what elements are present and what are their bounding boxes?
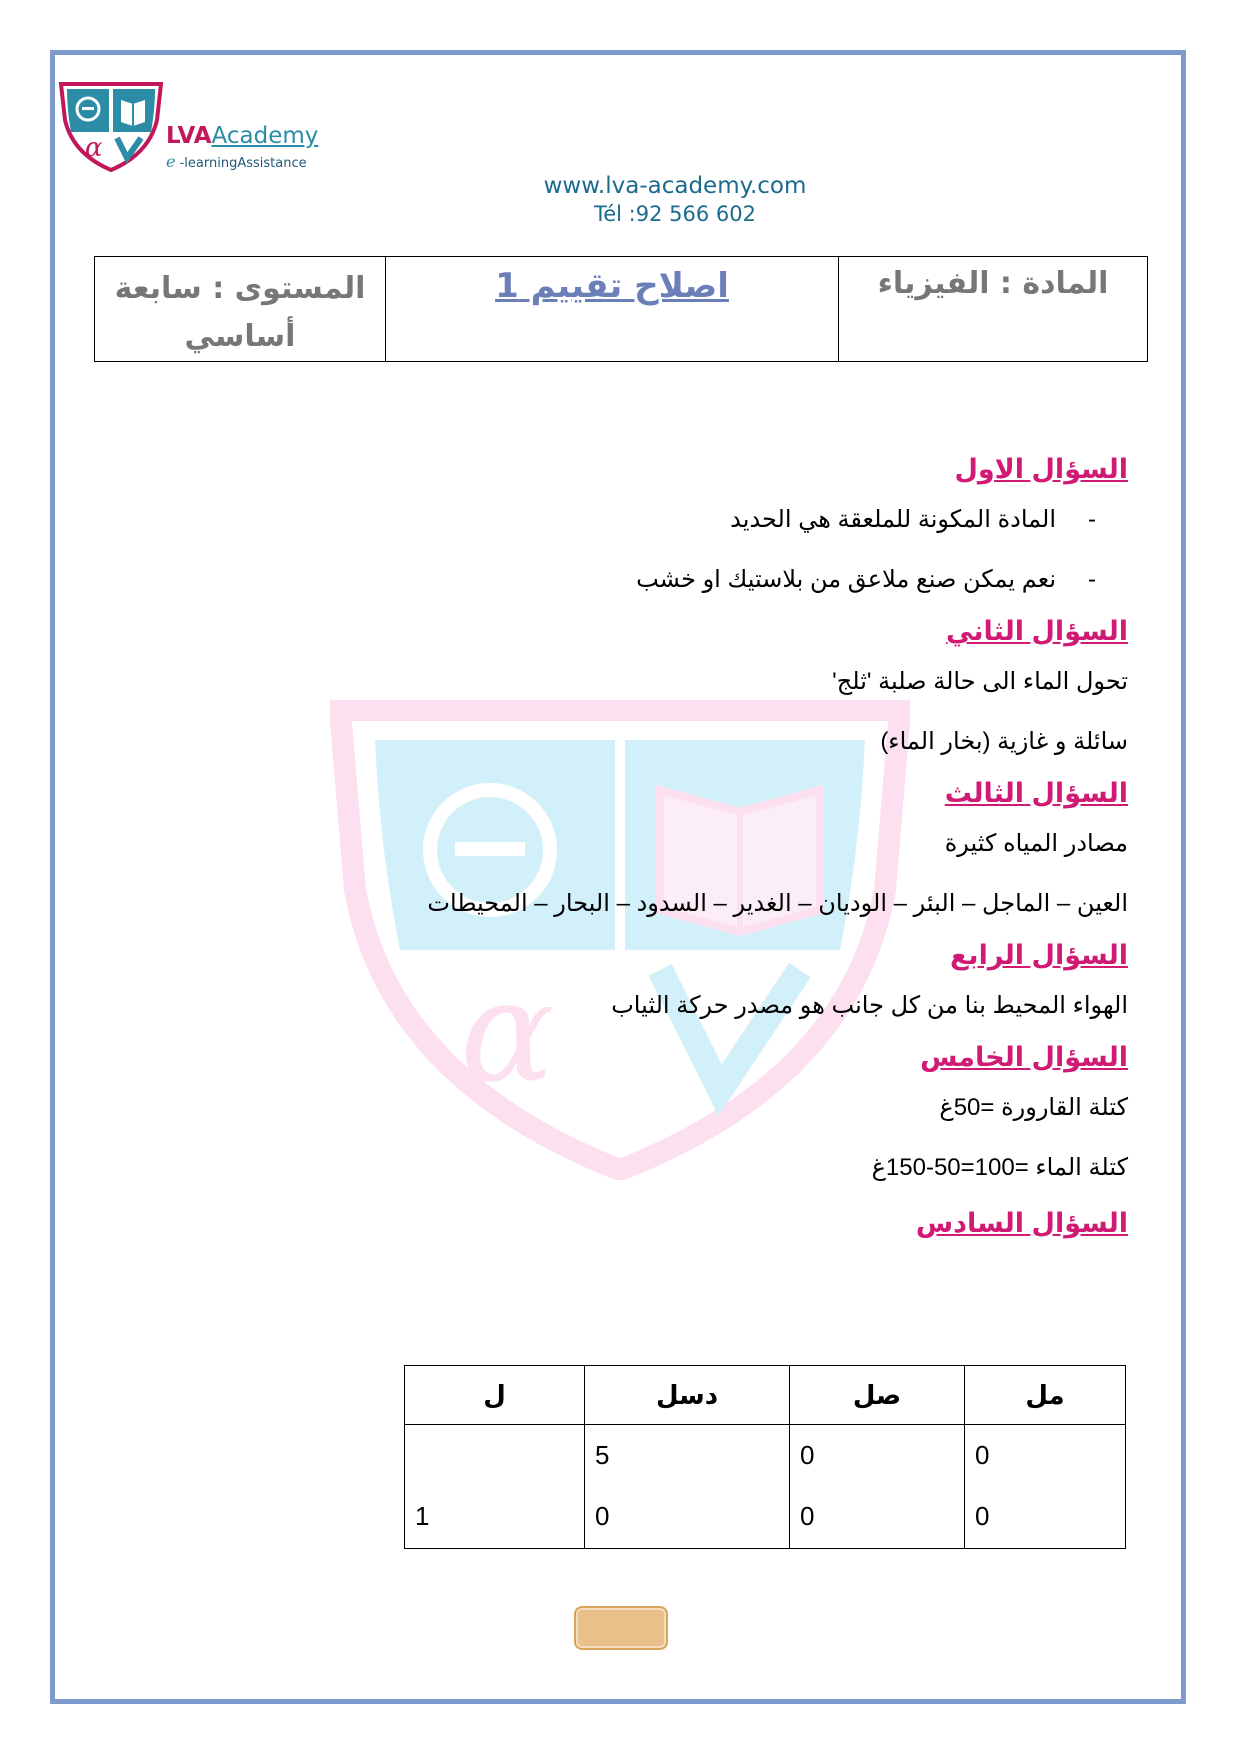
page-number-badge xyxy=(574,1606,668,1650)
subject-cell: المادة : الفيزياء xyxy=(839,257,1148,362)
answers-content xyxy=(228,448,1128,1244)
table-cell: 0 0 xyxy=(965,1425,1126,1549)
page-title: اصلاح تقييم 1 xyxy=(495,266,729,306)
states-table xyxy=(404,1365,1126,1549)
lva-academy-logo-icon xyxy=(57,80,165,172)
title-cell xyxy=(386,257,839,362)
level-text: المستوى : سابعة أساسي xyxy=(114,271,366,354)
svg-text:α: α xyxy=(85,133,103,163)
question-1-heading: السؤال الاول xyxy=(954,454,1128,484)
phone-number: Tél :92 566 602 xyxy=(593,202,756,226)
question-3-heading: السؤال الثالث xyxy=(944,778,1128,808)
answer-line: العين – الماجل – البئر – الوديان – الغدير – السدود – البحار – المحيطات xyxy=(427,890,1128,917)
svg-text:α: α xyxy=(460,951,555,1114)
table-header-cell: ل xyxy=(405,1366,585,1425)
answer-line: سائلة و غازية (بخار الماء) xyxy=(880,728,1128,755)
table-header-cell: صل xyxy=(790,1366,965,1425)
answer-line: مصادر المياه كثيرة xyxy=(944,830,1128,857)
table-header-row xyxy=(405,1366,1126,1425)
answer-line: كتلة الماء =100=50-150غ xyxy=(871,1154,1128,1181)
question-4-heading: السؤال الرابع xyxy=(949,940,1128,970)
table-cell: 1 xyxy=(405,1425,585,1549)
answer-line: -نعم يمكن صنع ملاعق من بلاستيك او خشب xyxy=(636,566,1096,593)
brand-block xyxy=(166,122,318,171)
table-cell: 0 0 xyxy=(790,1425,965,1549)
answer-line: تحول الماء الى حالة صلبة 'ثلج' xyxy=(832,668,1128,695)
contact-block xyxy=(420,172,930,228)
answer-line: -المادة المكونة للملعقة هي الحديد xyxy=(730,506,1096,533)
brand-name: LVAAcademy xyxy=(166,123,319,149)
brand-subtitle: e -learningAssistance xyxy=(166,152,307,171)
question-6-heading: السؤال السادس xyxy=(915,1208,1128,1238)
level-cell xyxy=(95,257,386,362)
header-table xyxy=(94,256,1148,362)
table-row xyxy=(405,1425,1126,1549)
website-link[interactable]: www.lva-academy.com xyxy=(543,173,807,199)
answer-line: الهواء المحيط بنا من كل جانب هو مصدر حركة الثياب xyxy=(611,992,1128,1019)
question-5-heading: السؤال الخامس xyxy=(920,1042,1128,1072)
table-header-cell: دسل xyxy=(585,1366,790,1425)
question-2-heading: السؤال الثاني xyxy=(946,616,1128,646)
table-cell: 5 0 xyxy=(585,1425,790,1549)
table-header-cell: مل xyxy=(965,1366,1126,1425)
answer-line: كتلة القارورة =50غ xyxy=(939,1094,1128,1121)
